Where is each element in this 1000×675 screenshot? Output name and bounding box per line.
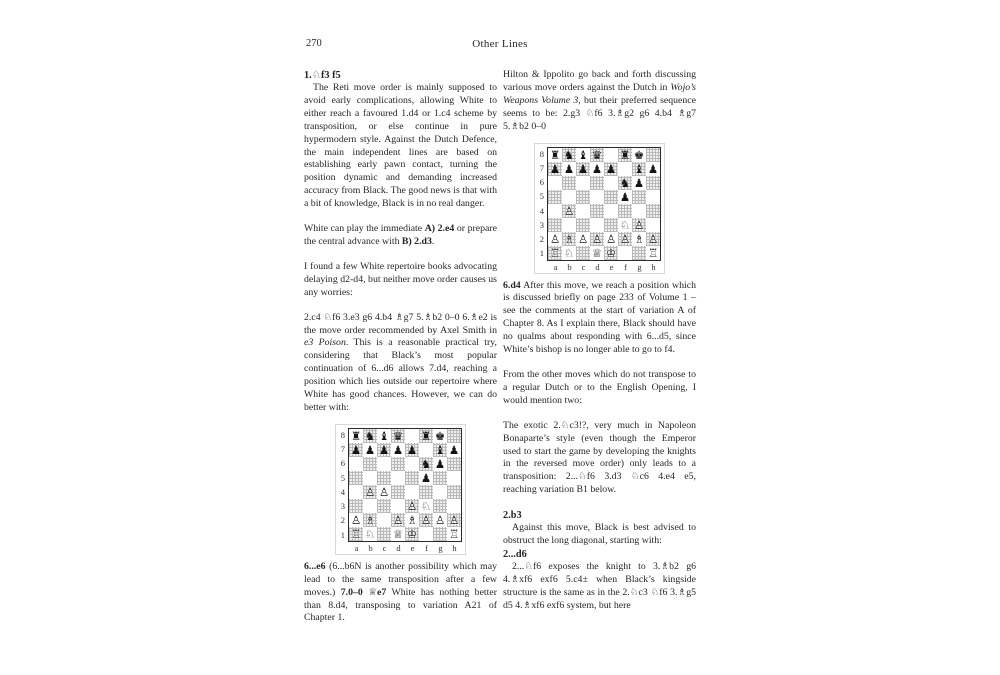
chess-piece: ♘ bbox=[364, 526, 376, 541]
board-square bbox=[349, 485, 363, 499]
board-square bbox=[433, 485, 447, 499]
board-square bbox=[646, 218, 660, 232]
para-repertoire-books bbox=[304, 261, 497, 300]
text-segment: Wojo’s Weapons Volume 3 bbox=[503, 81, 696, 106]
rank-labels bbox=[536, 147, 547, 261]
board-square bbox=[433, 513, 447, 527]
rank-label: 5 bbox=[340, 472, 345, 483]
chess-piece: ♟ bbox=[647, 161, 659, 176]
chess-piece: ♔ bbox=[406, 526, 418, 541]
text-segment: , but their preferred sequence seems to be: 2.g3 ♘f6 3.♗g2 g6 4.b4 ♗g7 5.♗b2 0–0 bbox=[503, 94, 696, 132]
para-exotic-nc3 bbox=[503, 420, 696, 497]
board-square bbox=[548, 204, 562, 218]
chess-piece: ♞ bbox=[563, 147, 575, 162]
board-square bbox=[576, 232, 590, 246]
file-label: d bbox=[396, 542, 401, 553]
board-square bbox=[391, 485, 405, 499]
board-square bbox=[604, 204, 618, 218]
chess-piece: ♖ bbox=[549, 245, 561, 260]
text-segment: 6.d4 bbox=[503, 279, 521, 291]
text-segment: e3 Poison bbox=[304, 337, 346, 349]
text-segment: The exotic 2.♘c3!?, very much in Napoleon Bonaparte’s style (even though the Emperor used to start the game by developing the knights in the reversed move order) only leads to a transposition: 2...♘f6 3.d3 ♘c6 4.e4 e5, reaching variation B1 below. bbox=[503, 419, 696, 496]
chess-piece: ♟ bbox=[591, 161, 603, 176]
para-reti-intro bbox=[304, 82, 497, 211]
board-square bbox=[590, 232, 604, 246]
chess-piece: ♙ bbox=[350, 512, 362, 527]
text-segment: I found a few White repertoire books advocating delaying d2-d4, but neither move order causes us any worries: bbox=[304, 260, 497, 298]
board-square bbox=[576, 190, 590, 204]
board-square bbox=[447, 443, 461, 457]
chess-diagram-1 bbox=[335, 424, 466, 555]
rank-label: 4 bbox=[539, 205, 544, 216]
board-square bbox=[646, 190, 660, 204]
chess-piece: ♞ bbox=[364, 428, 376, 443]
board-square bbox=[391, 527, 405, 541]
board-square bbox=[562, 246, 576, 260]
text-segment: 6...e6 bbox=[304, 560, 326, 572]
file-label: g bbox=[637, 261, 642, 272]
page-number: 270 bbox=[306, 38, 322, 49]
board-square bbox=[349, 527, 363, 541]
board-square bbox=[433, 527, 447, 541]
board-square bbox=[349, 471, 363, 485]
board-square bbox=[646, 246, 660, 260]
board-square bbox=[562, 232, 576, 246]
board-square bbox=[548, 148, 562, 162]
board-square bbox=[349, 499, 363, 513]
board-square bbox=[391, 499, 405, 513]
chess-piece: ♘ bbox=[420, 498, 432, 513]
text-segment: After this move, we reach a position which is discussed briefly on page 233 of Volume 1 – see the comments at the start of variation A of Chapter 8. As I explain there, Black should have no qualms about responding with 6...d5, since White’s bishop is no longer able to go to f4. bbox=[503, 279, 696, 356]
chess-piece: ♙ bbox=[633, 217, 645, 232]
board-square bbox=[405, 485, 419, 499]
text-segment: . bbox=[431, 235, 435, 247]
board-square bbox=[419, 499, 433, 513]
board-square bbox=[590, 204, 604, 218]
board-square bbox=[377, 527, 391, 541]
text-segment: or prepare the central advance with bbox=[304, 223, 497, 247]
chess-piece: ♘ bbox=[563, 245, 575, 260]
file-label: b bbox=[567, 261, 572, 272]
board-square bbox=[433, 429, 447, 443]
board-square bbox=[590, 148, 604, 162]
file-label: e bbox=[609, 261, 614, 272]
chess-piece: ♙ bbox=[406, 498, 418, 513]
variation-heading: 1.♘f3 f5 bbox=[304, 70, 341, 81]
chess-piece: ♞ bbox=[619, 175, 631, 190]
chess-piece: ♚ bbox=[633, 147, 645, 162]
file-label: b bbox=[368, 542, 373, 553]
board-square bbox=[548, 190, 562, 204]
board-square bbox=[391, 429, 405, 443]
chess-piece: ♟ bbox=[448, 442, 460, 457]
chess-piece: ♛ bbox=[591, 147, 603, 162]
board-square bbox=[363, 513, 377, 527]
text-segment: 2...♘f6 exposes the knight to 3.♗b2 g6 4.♗xf6 exf6 5.c4± when Black’s kingside structure is the same as in the 2.♘c3 ♘f6 3.♗g5 d5 4.♗xf6 exf6 system, but here bbox=[503, 560, 696, 611]
text-segment: White can play the immediate bbox=[304, 223, 425, 235]
chess-piece: ♖ bbox=[350, 526, 362, 541]
file-label: f bbox=[624, 261, 627, 272]
board-square bbox=[576, 204, 590, 218]
board-square bbox=[405, 527, 419, 541]
board-square bbox=[405, 457, 419, 471]
rank-label: 5 bbox=[539, 191, 544, 202]
board-square bbox=[548, 176, 562, 190]
board-square bbox=[548, 246, 562, 260]
board-square bbox=[562, 176, 576, 190]
chess-piece: ♜ bbox=[350, 428, 362, 443]
chess-piece: ♙ bbox=[392, 512, 404, 527]
board-square bbox=[419, 429, 433, 443]
chess-piece: ♙ bbox=[563, 203, 575, 218]
file-label: e bbox=[410, 542, 415, 553]
board-square bbox=[590, 162, 604, 176]
board-square bbox=[419, 527, 433, 541]
board-square bbox=[618, 176, 632, 190]
para-2nf6-exposes bbox=[503, 561, 696, 613]
board-square bbox=[363, 457, 377, 471]
board-square bbox=[349, 457, 363, 471]
board-square bbox=[632, 162, 646, 176]
running-header: Other Lines bbox=[472, 38, 528, 50]
rank-label: 8 bbox=[340, 429, 345, 440]
board-square bbox=[391, 513, 405, 527]
page-header bbox=[304, 38, 696, 52]
board-square bbox=[433, 443, 447, 457]
rank-label: 1 bbox=[539, 248, 544, 259]
text-segment: . This is a reasonable practical try, considering that Black’s most popular continuation of 6...d6 allows 7.d4, reaching a position which lies outside our repertoire where White has good chances. However, we can do better with: bbox=[304, 337, 497, 413]
board-square bbox=[590, 246, 604, 260]
board-square bbox=[391, 443, 405, 457]
diagram-grid bbox=[337, 428, 462, 553]
file-label: g bbox=[438, 542, 443, 553]
para-axel-smith-line bbox=[304, 312, 497, 415]
board-square bbox=[405, 443, 419, 457]
board-square bbox=[447, 429, 461, 443]
chess-piece: ♟ bbox=[633, 175, 645, 190]
chess-piece: ♗ bbox=[364, 512, 376, 527]
board-square bbox=[391, 457, 405, 471]
rank-label: 3 bbox=[340, 501, 345, 512]
board-square bbox=[349, 513, 363, 527]
chess-piece: ♕ bbox=[392, 526, 404, 541]
chess-piece: ♟ bbox=[619, 189, 631, 204]
file-label: h bbox=[452, 542, 457, 553]
file-labels bbox=[350, 543, 463, 553]
board-square bbox=[433, 499, 447, 513]
board-square bbox=[447, 499, 461, 513]
board-square bbox=[604, 190, 618, 204]
rank-label: 6 bbox=[539, 177, 544, 188]
board-square bbox=[363, 527, 377, 541]
board-square bbox=[604, 232, 618, 246]
chess-piece: ♜ bbox=[549, 147, 561, 162]
rank-label: 8 bbox=[539, 148, 544, 159]
file-label: c bbox=[382, 542, 387, 553]
file-label: h bbox=[651, 261, 656, 272]
rank-label: 2 bbox=[539, 234, 544, 245]
board-square bbox=[632, 232, 646, 246]
board-square bbox=[604, 246, 618, 260]
chess-board bbox=[348, 428, 462, 542]
text-segment: (6...b6N is another possibility which may lead to the same transposition after a few moves.) bbox=[304, 560, 497, 598]
board-square bbox=[618, 218, 632, 232]
board-square bbox=[576, 176, 590, 190]
board-square bbox=[363, 485, 377, 499]
board-square bbox=[604, 176, 618, 190]
chess-piece: ♝ bbox=[577, 147, 589, 162]
board-square bbox=[618, 148, 632, 162]
board-square bbox=[391, 471, 405, 485]
rank-label: 7 bbox=[340, 444, 345, 455]
board-square bbox=[632, 148, 646, 162]
board-square bbox=[447, 485, 461, 499]
text-segment: Hilton & Ippolito go back and forth discussing various move orders against the Dutch in bbox=[503, 69, 696, 93]
board-square bbox=[590, 190, 604, 204]
chess-board bbox=[547, 147, 661, 261]
board-square bbox=[632, 190, 646, 204]
board-square bbox=[377, 513, 391, 527]
board-square bbox=[632, 176, 646, 190]
board-square bbox=[419, 457, 433, 471]
chess-piece: ♟ bbox=[605, 161, 617, 176]
board-square bbox=[363, 499, 377, 513]
para-6d4-comment bbox=[503, 280, 696, 357]
chess-piece: ♙ bbox=[549, 231, 561, 246]
chess-piece: ♟ bbox=[378, 442, 390, 457]
chess-piece: ♟ bbox=[549, 161, 561, 176]
board-square bbox=[562, 190, 576, 204]
board-square bbox=[419, 513, 433, 527]
chess-piece: ♟ bbox=[420, 470, 432, 485]
file-label: a bbox=[553, 261, 558, 272]
rank-label: 2 bbox=[340, 515, 345, 526]
board-square bbox=[447, 513, 461, 527]
chess-piece: ♙ bbox=[378, 484, 390, 499]
board-square bbox=[646, 232, 660, 246]
chess-piece: ♔ bbox=[605, 245, 617, 260]
board-square bbox=[618, 246, 632, 260]
chess-piece: ♘ bbox=[619, 217, 631, 232]
board-square bbox=[562, 148, 576, 162]
board-square bbox=[646, 162, 660, 176]
board-square bbox=[377, 429, 391, 443]
file-label: c bbox=[581, 261, 586, 272]
board-square bbox=[433, 471, 447, 485]
chess-piece: ♟ bbox=[350, 442, 362, 457]
text-segment: 7.0–0 ♕e7 bbox=[340, 586, 387, 598]
chess-piece: ♟ bbox=[434, 456, 446, 471]
board-square bbox=[377, 471, 391, 485]
chess-piece: ♙ bbox=[420, 512, 432, 527]
board-square bbox=[604, 162, 618, 176]
chess-piece: ♟ bbox=[563, 161, 575, 176]
board-square bbox=[349, 443, 363, 457]
board-square bbox=[618, 232, 632, 246]
rank-labels bbox=[337, 428, 348, 542]
chess-piece: ♚ bbox=[434, 428, 446, 443]
chess-piece: ♝ bbox=[434, 442, 446, 457]
chess-piece: ♕ bbox=[591, 245, 603, 260]
para-white-options bbox=[304, 223, 497, 249]
chess-piece: ♝ bbox=[378, 428, 390, 443]
text-segment: White has nothing better than 8.d4, transposing to variation A21 of Chapter 1. bbox=[304, 586, 497, 624]
board-square bbox=[632, 204, 646, 218]
board-square bbox=[363, 471, 377, 485]
chess-piece: ♖ bbox=[647, 245, 659, 260]
board-square bbox=[405, 429, 419, 443]
chess-piece: ♗ bbox=[633, 231, 645, 246]
board-square bbox=[590, 176, 604, 190]
text-segment: A) 2.e4 bbox=[424, 223, 455, 235]
board-square bbox=[646, 204, 660, 218]
board-square bbox=[419, 443, 433, 457]
chess-piece: ♟ bbox=[392, 442, 404, 457]
chess-piece: ♗ bbox=[406, 512, 418, 527]
board-square bbox=[646, 176, 660, 190]
board-square bbox=[576, 218, 590, 232]
board-square bbox=[405, 513, 419, 527]
board-square bbox=[377, 457, 391, 471]
board-square bbox=[604, 218, 618, 232]
right-column bbox=[503, 69, 696, 625]
chess-piece: ♜ bbox=[619, 147, 631, 162]
rank-label: 3 bbox=[539, 219, 544, 230]
board-square bbox=[576, 246, 590, 260]
board-square bbox=[548, 232, 562, 246]
board-square bbox=[632, 246, 646, 260]
chess-piece: ♙ bbox=[605, 231, 617, 246]
board-square bbox=[419, 485, 433, 499]
board-square bbox=[447, 457, 461, 471]
chess-piece: ♙ bbox=[619, 231, 631, 246]
chess-piece: ♙ bbox=[364, 484, 376, 499]
board-square bbox=[349, 429, 363, 443]
file-label: d bbox=[595, 261, 600, 272]
chess-piece: ♖ bbox=[448, 526, 460, 541]
two-column-layout bbox=[304, 69, 696, 625]
chess-piece: ♞ bbox=[420, 456, 432, 471]
board-square bbox=[405, 471, 419, 485]
chess-piece: ♝ bbox=[633, 161, 645, 176]
chess-piece: ♛ bbox=[392, 428, 404, 443]
chess-piece: ♟ bbox=[406, 442, 418, 457]
board-square bbox=[576, 148, 590, 162]
board-square bbox=[618, 162, 632, 176]
diagram-grid bbox=[536, 147, 661, 272]
chess-piece: ♗ bbox=[563, 231, 575, 246]
para-hilton-ippolito bbox=[503, 69, 696, 134]
text-segment: From the other moves which do not transpose to a regular Dutch or to the English Opening, I would mention two: bbox=[503, 368, 696, 406]
rank-label: 1 bbox=[340, 529, 345, 540]
text-segment: Against this move, Black is best advised to obstruct the long diagonal, starting with: bbox=[503, 522, 696, 547]
para-mainline-6e6 bbox=[304, 561, 497, 626]
chess-piece: ♙ bbox=[434, 512, 446, 527]
para-other-moves bbox=[503, 369, 696, 408]
text-segment: 2.c4 ♘f6 3.e3 g6 4.b4 ♗g7 5.♗b2 0–0 6.♗e2 is the move order recommended by Axel Smith in bbox=[304, 311, 497, 336]
text-segment: B) 2.d3 bbox=[401, 235, 432, 247]
board-square bbox=[363, 443, 377, 457]
file-labels bbox=[549, 262, 662, 272]
board-square bbox=[562, 218, 576, 232]
board-square bbox=[405, 499, 419, 513]
chess-piece: ♙ bbox=[448, 512, 460, 527]
board-square bbox=[632, 218, 646, 232]
board-square bbox=[590, 218, 604, 232]
chess-piece: ♙ bbox=[577, 231, 589, 246]
board-square bbox=[377, 443, 391, 457]
board-square bbox=[604, 148, 618, 162]
heading-2d6: 2...d6 bbox=[503, 548, 527, 560]
board-square bbox=[576, 162, 590, 176]
board-square bbox=[562, 204, 576, 218]
rank-label: 6 bbox=[340, 458, 345, 469]
heading-2b3: 2.b3 bbox=[503, 510, 522, 522]
board-square bbox=[618, 190, 632, 204]
file-label: a bbox=[354, 542, 359, 553]
board-square bbox=[562, 162, 576, 176]
file-label: f bbox=[425, 542, 428, 553]
board-square bbox=[447, 471, 461, 485]
chess-piece: ♙ bbox=[591, 231, 603, 246]
board-square bbox=[377, 485, 391, 499]
chess-piece: ♜ bbox=[420, 428, 432, 443]
para-against-b3 bbox=[503, 522, 696, 548]
rank-label: 7 bbox=[539, 162, 544, 173]
board-square bbox=[377, 499, 391, 513]
board-square bbox=[618, 204, 632, 218]
chess-piece: ♙ bbox=[647, 231, 659, 246]
rank-label: 4 bbox=[340, 486, 345, 497]
board-square bbox=[419, 471, 433, 485]
board-square bbox=[548, 218, 562, 232]
board-square bbox=[447, 527, 461, 541]
board-square bbox=[646, 148, 660, 162]
chess-piece: ♟ bbox=[577, 161, 589, 176]
left-column bbox=[304, 69, 497, 625]
chess-diagram-2 bbox=[534, 143, 665, 274]
text-segment: The Reti move order is mainly supposed to avoid early complications, allowing White to either reach a favoured 1.d4 or 1.c4 scheme by transposition, or else continue in pure hypermodern style. Against the Dutch Defence, the main independent lines are based on establishing early pawn contact, turning the position dynamic and demanding increased accuracy from Black. The good news is that with a bit of knowledge, Black is in no real danger. bbox=[304, 82, 497, 210]
board-square bbox=[363, 429, 377, 443]
chess-piece: ♟ bbox=[364, 442, 376, 457]
board-square bbox=[433, 457, 447, 471]
board-square bbox=[548, 162, 562, 176]
book-page bbox=[304, 0, 696, 625]
